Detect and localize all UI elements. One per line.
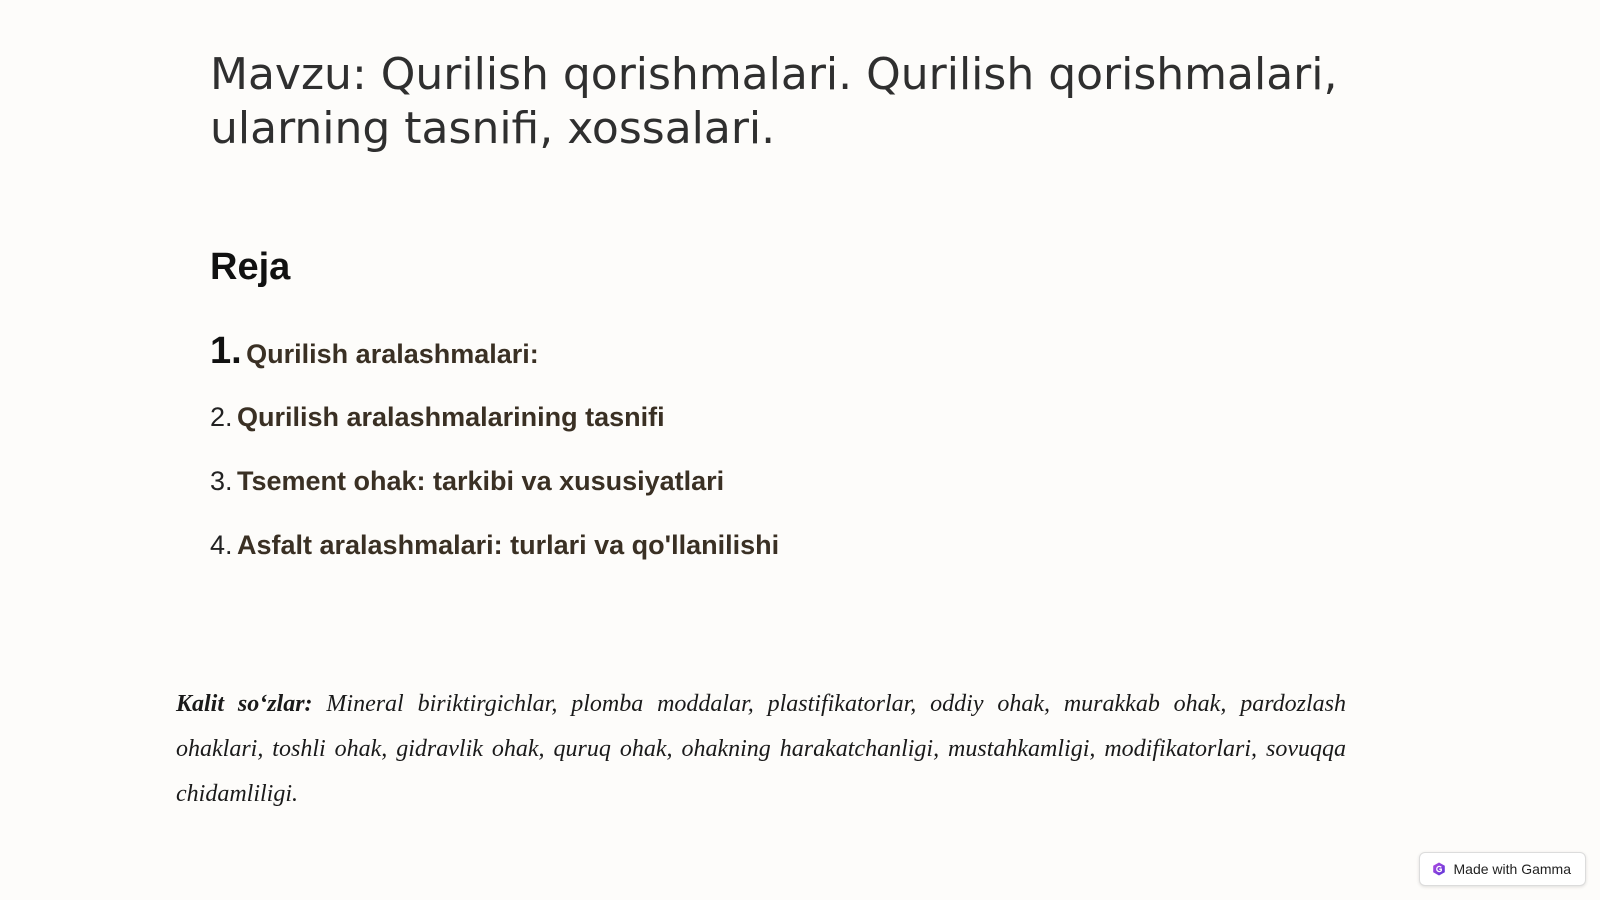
keywords-label: Kalit so‘zlar: (176, 691, 313, 717)
plan-item-3 (210, 466, 724, 497)
plan-item-4 (210, 530, 779, 561)
slide-title: Mavzu: Qurilish qorishmalari. Qurilish qorishmalari, ularning tasnifi, xossalari. (210, 49, 1338, 154)
gamma-logo-icon (1432, 862, 1446, 876)
plan-heading: Reja (210, 246, 291, 288)
plan-item-text: Tsement ohak: tarkibi va xususiyatlari (236, 466, 725, 496)
plan-item-number: 1. (210, 330, 242, 372)
plan-item-number: 2. (210, 402, 233, 432)
plan-item-1 (210, 330, 539, 373)
keywords-paragraph (176, 682, 1346, 817)
made-with-gamma-badge[interactable] (1419, 852, 1586, 886)
plan-item-text: Qurilish aralashmalari: (246, 339, 539, 369)
plan-item-2 (210, 402, 665, 433)
plan-item-text: Asfalt aralashmalari: turlari va qo'llanilishi (236, 530, 780, 560)
plan-item-number: 4. (210, 530, 233, 560)
plan-item-number: 3. (210, 466, 233, 496)
keywords-text: Mineral biriktirgichlar, plomba moddalar, plastifikatorlar, oddiy ohak, murakkab ohak, pardozlash ohaklari, toshli ohak, gidravlik ohak, quruq ohak, ohakning harakatchanligi, mustahkamligi, modifikatorlari, sovuqqa chidamliligi. (176, 691, 1346, 807)
plan-item-text: Qurilish aralashmalarining tasnifi (236, 402, 665, 432)
badge-label: Made with Gamma (1453, 861, 1571, 877)
